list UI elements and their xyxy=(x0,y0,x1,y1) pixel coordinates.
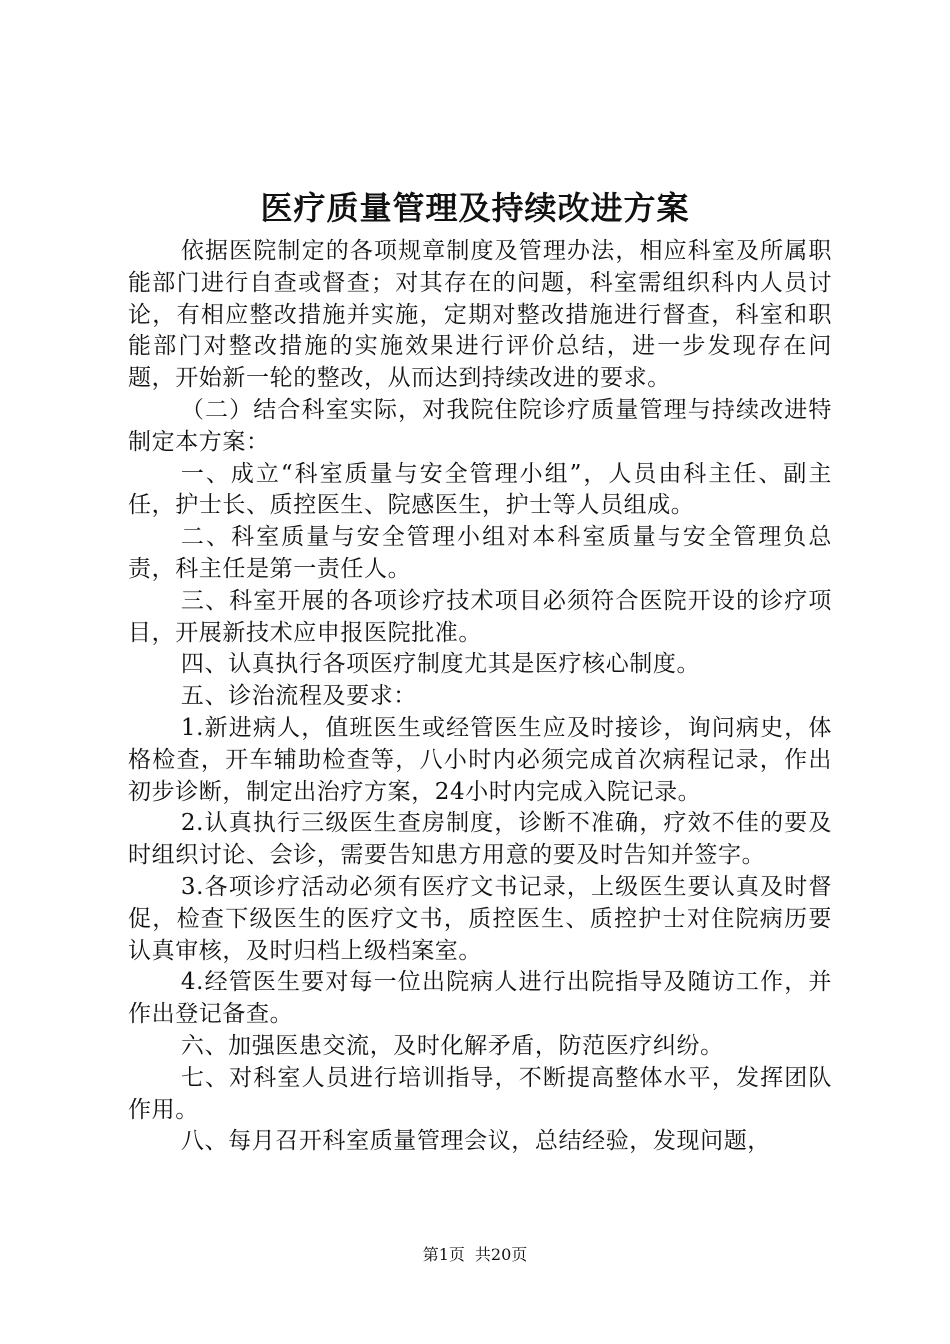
paragraph-item-3: 三、科室开展的各项诊疗技术项目必须符合医院开设的诊疗项目，开展新技术应申报医院批准。 xyxy=(128,587,832,646)
paragraph-subitem-3: 3.各项诊疗活动必须有医疗文书记录，上级医生要认真及时督促，检查下级医生的医疗文书，质控医生、质控护士对住院病历要认真审核，及时归档上级档案室。 xyxy=(128,873,832,964)
paragraph-intro: 依据医院制定的各项规章制度及管理办法，相应科室及所属职能部门进行自查或督查；对其存在的问题，科室需组织科内人员讨论，有相应整改措施并实施，定期对整改措施进行督查，科室和职能部门对整改措施的实施效果进行评价总结，进一步发现存在问题，开始新一轮的整改，从而达到持续改进的要求。 xyxy=(128,238,832,392)
paragraph-subitem-4: 4.经管医生要对每一位出院病人进行出院指导及随访工作，并作出登记备查。 xyxy=(128,969,832,1028)
page-number: 第1页 xyxy=(422,1245,465,1264)
paragraph-subitem-1: 1.新进病人，值班医生或经管医生应及时接诊，询问病史，体格检查，开车辅助检查等，八小时内必须完成首次病程记录，作出初步诊断，制定出治疗方案，24小时内完成入院记录。 xyxy=(128,714,832,805)
paragraph-item-2: 二、科室质量与安全管理小组对本科室质量与安全管理负总责，科主任是第一责任人。 xyxy=(128,524,832,582)
page-footer xyxy=(0,1244,950,1266)
document-body xyxy=(128,236,832,1158)
paragraph-item-5: 五、诊治流程及要求： xyxy=(180,683,417,710)
paragraph-section-two: （二）结合科室实际，对我院住院诊疗质量管理与持续改进特制定本方案： xyxy=(128,396,832,455)
paragraph-item-7: 七、对科室人员进行培训指导，不断提高整体水平，发挥团队作用。 xyxy=(128,1064,832,1123)
paragraph-item-6: 六、加强医患交流，及时化解矛盾，防范医疗纠纷。 xyxy=(180,1032,724,1059)
paragraph-item-1: 一、成立“科室质量与安全管理小组”，人员由科主任、副主任，护士长、质控医生、院感医生，护士等人员组成。 xyxy=(128,460,832,519)
document-title: 医疗质量管理及持续改进方案 xyxy=(260,189,690,227)
page-total: 共20页 xyxy=(474,1245,528,1264)
paragraph-subitem-2: 2.认真执行三级医生查房制度，诊断不准确，疗效不佳的要及时组织讨论、会诊，需要告知患方用意的要及时告知并签字。 xyxy=(128,810,832,869)
paragraph-item-8: 八、每月召开科室质量管理会议，总结经验，发现问题， xyxy=(180,1128,771,1155)
paragraph-item-4: 四、认真执行各项医疗制度尤其是医疗核心制度。 xyxy=(180,651,701,678)
